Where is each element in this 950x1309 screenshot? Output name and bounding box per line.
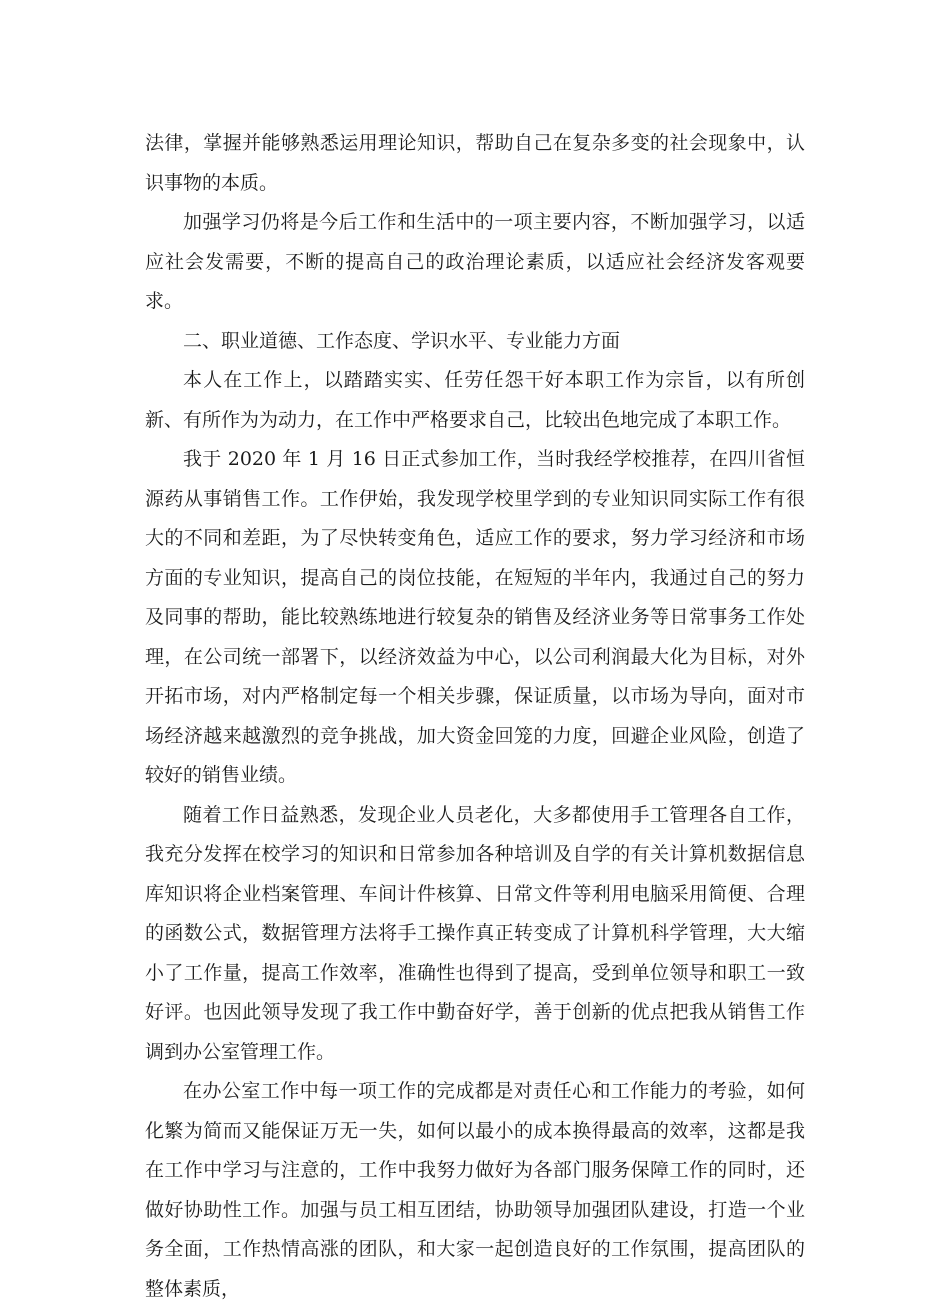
paragraph-computer-management: 随着工作日益熟悉，发现企业人员老化，大多都使用手工管理各自工作，我充分发挥在校学习的知识和日常参加各种培训及自学的有关计算机数据信息库知识将企业档案管理、车间计件核算、日常文件等利用电脑采用简便、合理的函数公式，数据管理方法将手工操作真正转变成了计算机科学管理，大大缩小了工作量，提高工作效率，准确性也得到了提高，受到单位领导和职工一致好评。也因此领导发现了我工作中勤奋好学，善于创新的优点把我从销售工作调到办公室管理工作。 [145, 803, 805, 1063]
section-heading: 二、职业道德、工作态度、学识水平、专业能力方面 [183, 329, 621, 352]
paragraph-office-work: 在办公室工作中每一项工作的完成都是对责任心和工作能力的考验，如何化繁为简而又能保证万无一失，如何以最小的成本换得最高的效率，这都是我在工作中学习与注意的，工作中我努力做好为各部门服务保障工作的同时，还做好协助性工作。加强与员工相互团结，协助领导加强团队建设，打造一个业务全面，工作热情高涨的团队，和大家一起创造良好的工作氛围，提高团队的整体素质， [145, 1080, 805, 1300]
paragraph-sales-work: 我于 2020 年 1 月 16 日正式参加工作，当时我经学校推荐，在四川省恒源药从事销售工作。工作伊始，我发现学校里学到的专业知识同实际工作有很大的不同和差距，为了尽快转变角色，适应工作的要求，努力学习经济和市场方面的专业知识，提高自己的岗位技能，在短短的半年内，我通过自己的努力及同事的帮助，能比较熟练地进行较复杂的销售及经济业务等日常事务工作处理，在公司统一部署下，以经济效益为中心，以公司利润最大化为目标，对外开拓市场，对内严格制定每一个相关步骤，保证质量，以市场为导向，面对市场经济越来越激烈的竞争挑战，加大资金回笼的力度，回避企业风险，创造了较好的销售业绩。 [145, 448, 805, 786]
paragraph-work-attitude: 本人在工作上，以踏踏实实、任劳任怨干好本职工作为宗旨，以有所创新、有所作为为动力，在工作中严格要求自己，比较出色地完成了本职工作。 [145, 369, 805, 431]
document-body [145, 124, 805, 1309]
paragraph-continuation: 法律，掌握并能够熟悉运用理论知识，帮助自己在复杂多变的社会现象中，认识事物的本质。 [145, 132, 805, 194]
paragraph-study: 加强学习仍将是今后工作和生活中的一项主要内容，不断加强学习，以适应社会发需要，不断的提高自己的政治理论素质，以适应社会经济发客观要求。 [145, 211, 805, 312]
